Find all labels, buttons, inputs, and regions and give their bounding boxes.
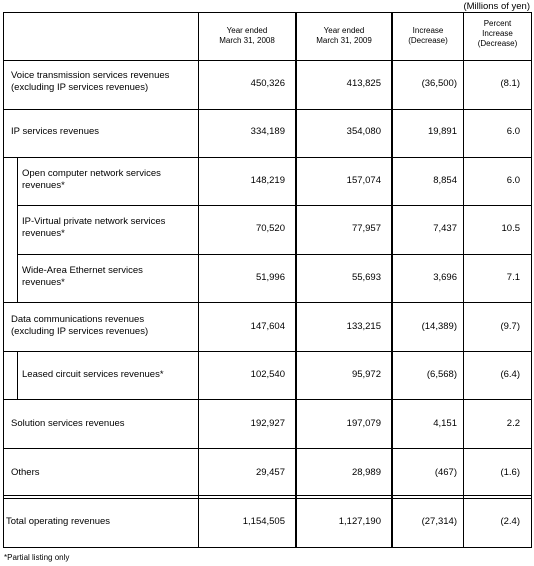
header-increase: Increase (Decrease) <box>408 26 448 45</box>
cell-pct: (9.7) <box>500 321 520 332</box>
cell-pct: (2.4) <box>500 516 520 527</box>
cell-2008: 148,219 <box>250 175 285 186</box>
row-label-total: Total operating revenues <box>6 516 111 527</box>
row-sep-total-1 <box>3 495 532 496</box>
cell-change: 3,696 <box>433 272 457 283</box>
cell-2009: 133,215 <box>346 321 381 332</box>
row-label: IP-Virtual private network services revenues* <box>22 216 166 239</box>
row-sep <box>17 254 532 255</box>
cell-2009: 28,989 <box>351 467 381 478</box>
col-sep-1 <box>198 12 199 548</box>
cell-2008: 51,996 <box>255 272 285 283</box>
cell-2009: 1,127,190 <box>338 516 381 527</box>
cell-2009: 77,957 <box>351 223 381 234</box>
row-sep-header <box>3 60 532 61</box>
cell-2009: 197,079 <box>346 418 381 429</box>
cell-pct: 10.5 <box>501 223 520 234</box>
row-sep <box>17 205 532 206</box>
table-border-right <box>531 12 532 548</box>
row-label: Wide-Area Ethernet services revenues* <box>22 265 143 288</box>
row-label: IP services revenues <box>11 126 100 137</box>
cell-2009: 354,080 <box>346 126 381 137</box>
cell-2008: 147,604 <box>250 321 285 332</box>
row-label: Leased circuit services revenues* <box>22 369 164 380</box>
cell-2008: 450,326 <box>250 78 285 89</box>
cell-2008: 192,927 <box>250 418 285 429</box>
table-border-top <box>3 12 532 13</box>
cell-change: 8,854 <box>433 175 457 186</box>
cell-pct: 7.1 <box>506 272 520 283</box>
cell-change: 4,151 <box>433 418 457 429</box>
cell-pct: 2.2 <box>506 418 520 429</box>
row-sep <box>3 399 532 400</box>
row-label: Data communications revenues (excluding IP services revenues) <box>11 314 149 337</box>
unit-note: (Millions of yen) <box>463 1 530 12</box>
indent-bar-data-subrows <box>17 351 18 399</box>
cell-pct: (8.1) <box>500 78 520 89</box>
header-percent: Percent Increase (Decrease) <box>477 19 518 48</box>
cell-change: 7,437 <box>433 223 457 234</box>
row-sep <box>3 351 532 352</box>
cell-2008: 334,189 <box>250 126 285 137</box>
cell-2008: 70,520 <box>255 223 285 234</box>
header-year-2008: Year ended March 31, 2008 <box>219 26 275 45</box>
cell-2009: 157,074 <box>346 175 381 186</box>
cell-2009: 95,972 <box>351 369 381 380</box>
revenue-table <box>3 12 532 548</box>
cell-pct: (6.4) <box>500 369 520 380</box>
indent-bar-ip-subrows <box>17 157 18 302</box>
cell-change: (27,314) <box>421 516 457 527</box>
row-sep <box>3 448 532 449</box>
row-sep-total-2 <box>3 498 532 499</box>
cell-change: (467) <box>434 467 457 478</box>
cell-pct: 6.0 <box>506 126 520 137</box>
row-sep <box>3 302 532 303</box>
row-label: Solution services revenues <box>11 418 125 429</box>
row-sep <box>3 109 532 110</box>
cell-2009: 413,825 <box>346 78 381 89</box>
col-sep-4 <box>463 12 464 548</box>
cell-pct: (1.6) <box>500 467 520 478</box>
cell-2008: 29,457 <box>255 467 285 478</box>
cell-pct: 6.0 <box>506 175 520 186</box>
row-sep <box>3 157 532 158</box>
cell-change: (6,568) <box>426 369 457 380</box>
cell-change: 19,891 <box>427 126 457 137</box>
table-border-left <box>3 12 4 548</box>
table-border-bottom <box>3 547 532 548</box>
row-label: Others <box>11 467 40 478</box>
col-sep-2008-2009 <box>295 12 297 548</box>
cell-2009: 55,693 <box>351 272 381 283</box>
cell-2008: 102,540 <box>250 369 285 380</box>
cell-change: (14,389) <box>421 321 457 332</box>
footnote: *Partial listing only <box>4 553 70 562</box>
cell-2008: 1,154,505 <box>242 516 285 527</box>
row-label: Voice transmission services revenues (excluding IP services revenues) <box>11 70 170 93</box>
row-label: Open computer network services revenues* <box>22 168 161 191</box>
cell-change: (36,500) <box>421 78 457 89</box>
col-sep-2009-change <box>391 12 393 548</box>
header-year-2009: Year ended March 31, 2009 <box>316 26 372 45</box>
